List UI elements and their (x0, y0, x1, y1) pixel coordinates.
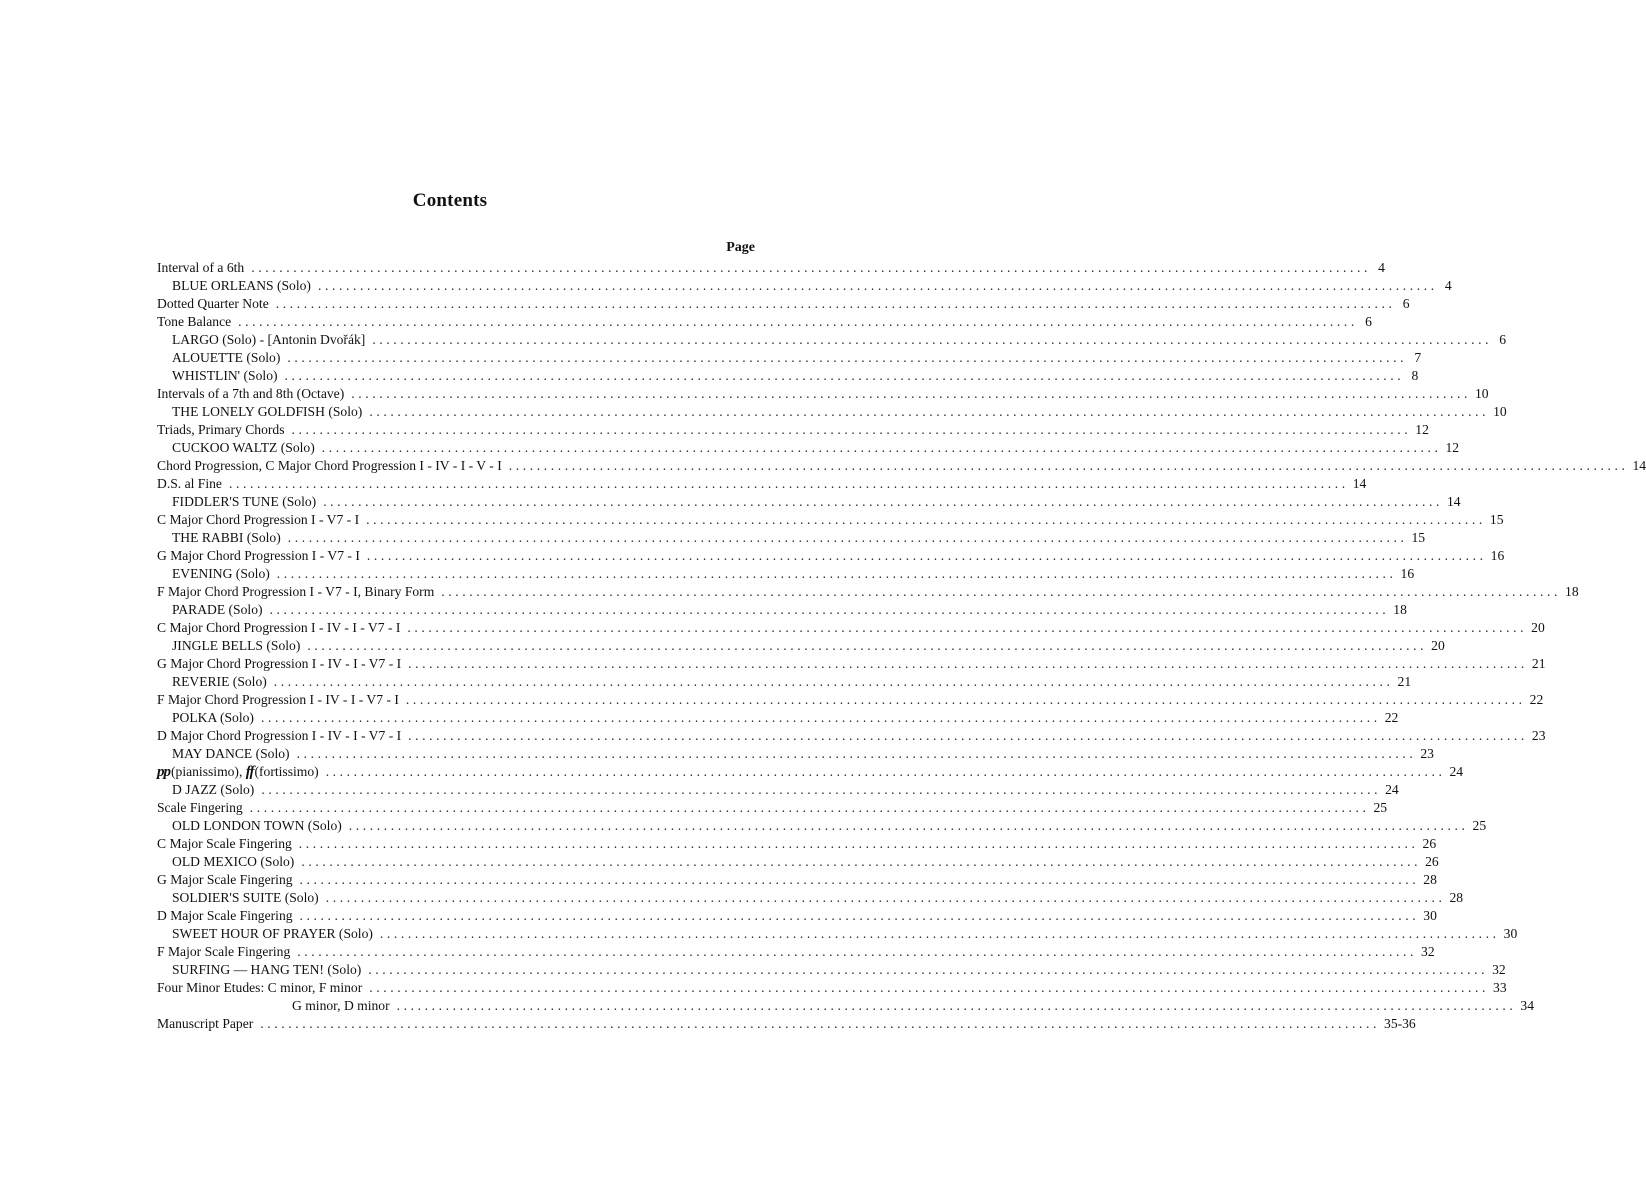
toc-entry (157, 619, 1545, 637)
toc-entry-page-number: 12 (1445, 440, 1460, 455)
toc-entry-title: REVERIE (Solo) (172, 674, 267, 689)
dynamic-marking-pp: pp (157, 764, 170, 780)
dot-leader: ................................................................................................................................................................ (284, 368, 1405, 383)
toc-entry (157, 817, 1487, 835)
dot-leader: ................................................................................................................................................................ (275, 296, 1396, 311)
toc-entry-page-number: 15 (1489, 512, 1504, 527)
toc-entry (157, 691, 1544, 709)
toc-entry-page-number: 6 (1499, 332, 1507, 347)
page-column-header: Page (726, 240, 755, 255)
toc-entry (157, 439, 1460, 457)
toc-entry-title: CUCKOO WALTZ (Solo) (172, 440, 315, 455)
toc-entry (157, 295, 1410, 313)
toc-entry-title: SOLDIER'S SUITE (Solo) (172, 890, 319, 905)
toc-entry-page-number: 14 (1352, 476, 1367, 491)
toc-entry (157, 907, 1437, 925)
dot-leader: ................................................................................................................................................................ (317, 278, 1438, 293)
toc-entry-page-number: 20 (1431, 638, 1445, 653)
toc-entry (157, 511, 1504, 529)
toc-entry-title: G Major Scale Fingering (157, 872, 293, 887)
toc-entry-title: WHISTLIN' (Solo) (172, 368, 278, 383)
toc-entry (157, 997, 1534, 1015)
dot-leader: ................................................................................................................................................................ (228, 476, 1349, 491)
toc-entry (157, 961, 1506, 979)
toc-entry (157, 979, 1507, 997)
toc-entry (157, 259, 1385, 277)
toc-entry-page-number: 24 (1449, 764, 1464, 779)
toc-entry (157, 889, 1464, 907)
toc-entry-title: LARGO (Solo) - [Antonin Dvořák] (172, 332, 366, 347)
dot-leader: ................................................................................................................................................................ (301, 854, 1422, 869)
toc-entry-page-number: 6 (1365, 314, 1372, 329)
toc-entry-title: C Major Chord Progression I - V7 - I (157, 512, 360, 527)
toc-entry (157, 457, 1646, 475)
dot-leader: ................................................................................................................................................................ (405, 692, 1526, 707)
toc-entry-title: Chord Progression, C Major Chord Progression I - IV - I - V - I (157, 458, 502, 473)
toc-entry (157, 421, 1429, 439)
toc-entry-title: Tone Balance (157, 314, 232, 329)
toc-entry-title: POLKA (Solo) (172, 710, 254, 725)
toc-entry-page-number: 6 (1402, 296, 1410, 311)
dot-leader: ................................................................................................................................................................ (408, 728, 1528, 743)
toc-entry-page-number: 8 (1411, 368, 1419, 383)
toc-entry-title: Dotted Quarter Note (157, 296, 269, 311)
toc-entry-title (157, 763, 319, 781)
toc-entry-page-number: 16 (1490, 548, 1505, 563)
dot-leader: ................................................................................................................................................................ (269, 602, 1390, 617)
toc-entry-page-number: 4 (1444, 278, 1452, 293)
toc-entry-page-number: 23 (1420, 746, 1434, 761)
toc-entry-title: THE LONELY GOLDFISH (Solo) (172, 404, 363, 419)
toc-entry-title: EVENING (Solo) (172, 566, 270, 581)
toc-entry (157, 781, 1399, 799)
table-of-contents (157, 259, 1646, 1033)
toc-entry (157, 493, 1461, 511)
toc-entry-title: G Major Chord Progression I - IV - I - V7 - I (157, 656, 402, 671)
toc-entry-page-number: 35-36 (1384, 1016, 1416, 1031)
toc-entry-page-number: 25 (1373, 800, 1388, 815)
toc-entry-title: Scale Fingering (157, 800, 243, 815)
toc-entry-page-number: 16 (1400, 566, 1415, 581)
toc-entry-page-number: 21 (1531, 656, 1546, 671)
dot-leader: ................................................................................................................................................................ (351, 386, 1471, 401)
toc-entry-title: F Major Chord Progression I - IV - I - V7 - I (157, 692, 399, 707)
toc-entry-page-number: 14 (1446, 494, 1461, 509)
toc-entry-page-number: 34 (1520, 998, 1534, 1013)
toc-entry-page-number: 26 (1425, 854, 1439, 869)
toc-entry-title: C Major Chord Progression I - IV - I - V7 - I (157, 620, 401, 635)
toc-entry (157, 943, 1435, 961)
toc-entry-page-number: 21 (1397, 674, 1412, 689)
toc-entry-title: SWEET HOUR OF PRAYER (Solo) (172, 926, 373, 941)
toc-entry-page-number: 20 (1531, 620, 1545, 635)
dot-leader: ................................................................................................................................................................ (287, 530, 1408, 545)
dot-leader: ................................................................................................................................................................ (260, 710, 1381, 725)
dot-leader: ................................................................................................................................................................ (396, 998, 1517, 1013)
toc-entry-title: F Major Chord Progression I - V7 - I, Binary Form (157, 584, 435, 599)
toc-entry-page-number: 24 (1385, 782, 1399, 797)
toc-entry-title: D Major Scale Fingering (157, 908, 293, 923)
toc-entry (157, 601, 1407, 619)
toc-entry (157, 349, 1422, 367)
toc-entry (157, 925, 1518, 943)
toc-entry (157, 331, 1507, 349)
dot-leader: ................................................................................................................................................................ (249, 800, 1370, 815)
dot-leader: ................................................................................................................................................................ (238, 314, 1358, 329)
toc-entry-title: OLD MEXICO (Solo) (172, 854, 295, 869)
toc-entry-title: Intervals of a 7th and 8th (Octave) (157, 386, 345, 401)
dot-leader: ................................................................................................................................................................ (407, 620, 1528, 635)
toc-entry-page-number: 32 (1492, 962, 1506, 977)
toc-entry-title: D JAZZ (Solo) (172, 782, 255, 797)
dot-leader: ................................................................................................................................................................ (260, 1016, 1381, 1031)
toc-entry-title: Triads, Primary Chords (157, 422, 285, 437)
dot-leader: ................................................................................................................................................................ (299, 872, 1420, 887)
toc-entry (157, 727, 1546, 745)
toc-entry-page-number: 28 (1423, 872, 1437, 887)
toc-entry-title: G Major Chord Progression I - V7 - I (157, 548, 360, 563)
toc-entry-title: Interval of a 6th (157, 260, 245, 275)
toc-entry-title: D.S. al Fine (157, 476, 222, 491)
toc-entry-page-number: 30 (1503, 926, 1518, 941)
toc-entry-title: SURFING — HANG TEN! (Solo) (172, 962, 362, 977)
toc-entry (157, 385, 1489, 403)
toc-entry (157, 583, 1579, 601)
dot-leader: ................................................................................................................................................................ (287, 350, 1408, 365)
toc-entry (157, 673, 1412, 691)
toc-entry-title: F Major Scale Fingering (157, 944, 291, 959)
dot-leader: ................................................................................................................................................................ (348, 818, 1469, 833)
toc-entry-page-number: 15 (1411, 530, 1426, 545)
toc-entry (157, 1015, 1416, 1033)
toc-entry-page-number: 28 (1449, 890, 1464, 905)
dot-leader: ................................................................................................................................................................ (323, 494, 1443, 509)
toc-entry-title: THE RABBI (Solo) (172, 530, 281, 545)
toc-entry-page-number: 18 (1393, 602, 1407, 617)
toc-entry-title: PARADE (Solo) (172, 602, 263, 617)
toc-entry-page-number: 7 (1414, 350, 1422, 365)
toc-entry-title: MAY DANCE (Solo) (172, 746, 290, 761)
toc-entry-title: G minor, D minor (292, 998, 390, 1013)
dot-leader: ................................................................................................................................................................ (261, 782, 1382, 797)
dot-leader: ................................................................................................................................................................ (325, 764, 1446, 779)
dot-leader: ................................................................................................................................................................ (297, 944, 1418, 959)
dot-leader: ................................................................................................................................................................ (296, 746, 1417, 761)
toc-entry (157, 277, 1452, 295)
toc-entry (157, 367, 1419, 385)
toc-entry (157, 745, 1434, 763)
toc-entry (157, 871, 1437, 889)
toc-entry-text: (pianissimo), (171, 764, 246, 779)
toc-entry-page-number: 22 (1529, 692, 1544, 707)
toc-entry-page-number: 10 (1474, 386, 1489, 401)
toc-entry (157, 547, 1505, 565)
toc-entry-title: FIDDLER'S TUNE (Solo) (172, 494, 317, 509)
toc-entry-title: D Major Chord Progression I - IV - I - V7 - I (157, 728, 402, 743)
toc-entry-page-number: 12 (1415, 422, 1429, 437)
dot-leader: ................................................................................................................................................................ (379, 926, 1500, 941)
toc-entry-page-number: 30 (1423, 908, 1437, 923)
toc-entry (157, 763, 1464, 781)
toc-entry-page-number: 25 (1472, 818, 1487, 833)
toc-entry-page-number: 14 (1632, 458, 1646, 473)
dot-leader: ................................................................................................................................................................ (299, 908, 1420, 923)
toc-entry-title: ALOUETTE (Solo) (172, 350, 281, 365)
page-title: Contents (412, 190, 488, 211)
dot-leader: ................................................................................................................................................................ (307, 638, 1428, 653)
dot-leader: ................................................................................................................................................................ (276, 566, 1397, 581)
toc-entry (157, 313, 1372, 331)
toc-entry-title: BLUE ORLEANS (Solo) (172, 278, 311, 293)
dot-leader: ................................................................................................................................................................ (368, 962, 1489, 977)
dot-leader: ................................................................................................................................................................ (369, 404, 1490, 419)
dot-leader: ................................................................................................................................................................ (366, 548, 1487, 563)
dot-leader: ................................................................................................................................................................ (325, 890, 1446, 905)
toc-entry (157, 799, 1388, 817)
dot-leader: ................................................................................................................................................................ (441, 584, 1562, 599)
dynamic-marking-ff: ff (245, 764, 254, 780)
toc-entry (157, 853, 1439, 871)
toc-entry (157, 835, 1437, 853)
toc-entry (157, 565, 1415, 583)
dot-leader: ................................................................................................................................................................ (372, 332, 1493, 347)
dot-leader: ................................................................................................................................................................ (298, 836, 1419, 851)
toc-entry-title: Four Minor Etudes: C minor, F minor (157, 980, 363, 995)
toc-entry-page-number: 4 (1378, 260, 1385, 275)
toc-entry (157, 475, 1367, 493)
dot-leader: ................................................................................................................................................................ (273, 674, 1394, 689)
toc-entry-title: JINGLE BELLS (Solo) (172, 638, 301, 653)
toc-entry-page-number: 18 (1565, 584, 1579, 599)
dot-leader: ................................................................................................................................................................ (508, 458, 1629, 473)
toc-entry (157, 637, 1445, 655)
dot-leader: ................................................................................................................................................................ (251, 260, 1371, 275)
toc-entry-page-number: 33 (1493, 980, 1507, 995)
dot-leader: ................................................................................................................................................................ (408, 656, 1528, 671)
dot-leader: ................................................................................................................................................................ (366, 512, 1486, 527)
toc-entry-title: Manuscript Paper (157, 1016, 254, 1031)
toc-entry-title: C Major Scale Fingering (157, 836, 292, 851)
toc-entry-page-number: 10 (1493, 404, 1507, 419)
dot-leader: ................................................................................................................................................................ (369, 980, 1490, 995)
toc-entry-page-number: 26 (1422, 836, 1437, 851)
toc-entry (157, 403, 1507, 421)
toc-entry-text: (fortissimo) (254, 764, 319, 779)
toc-entry (157, 655, 1546, 673)
dot-leader: ................................................................................................................................................................ (291, 422, 1412, 437)
toc-entry-page-number: 32 (1421, 944, 1435, 959)
toc-entry (157, 709, 1399, 727)
toc-entry-title: OLD LONDON TOWN (Solo) (172, 818, 342, 833)
toc-entry (157, 529, 1426, 547)
toc-entry-page-number: 22 (1384, 710, 1399, 725)
dot-leader: ................................................................................................................................................................ (321, 440, 1442, 455)
toc-entry-page-number: 23 (1531, 728, 1546, 743)
